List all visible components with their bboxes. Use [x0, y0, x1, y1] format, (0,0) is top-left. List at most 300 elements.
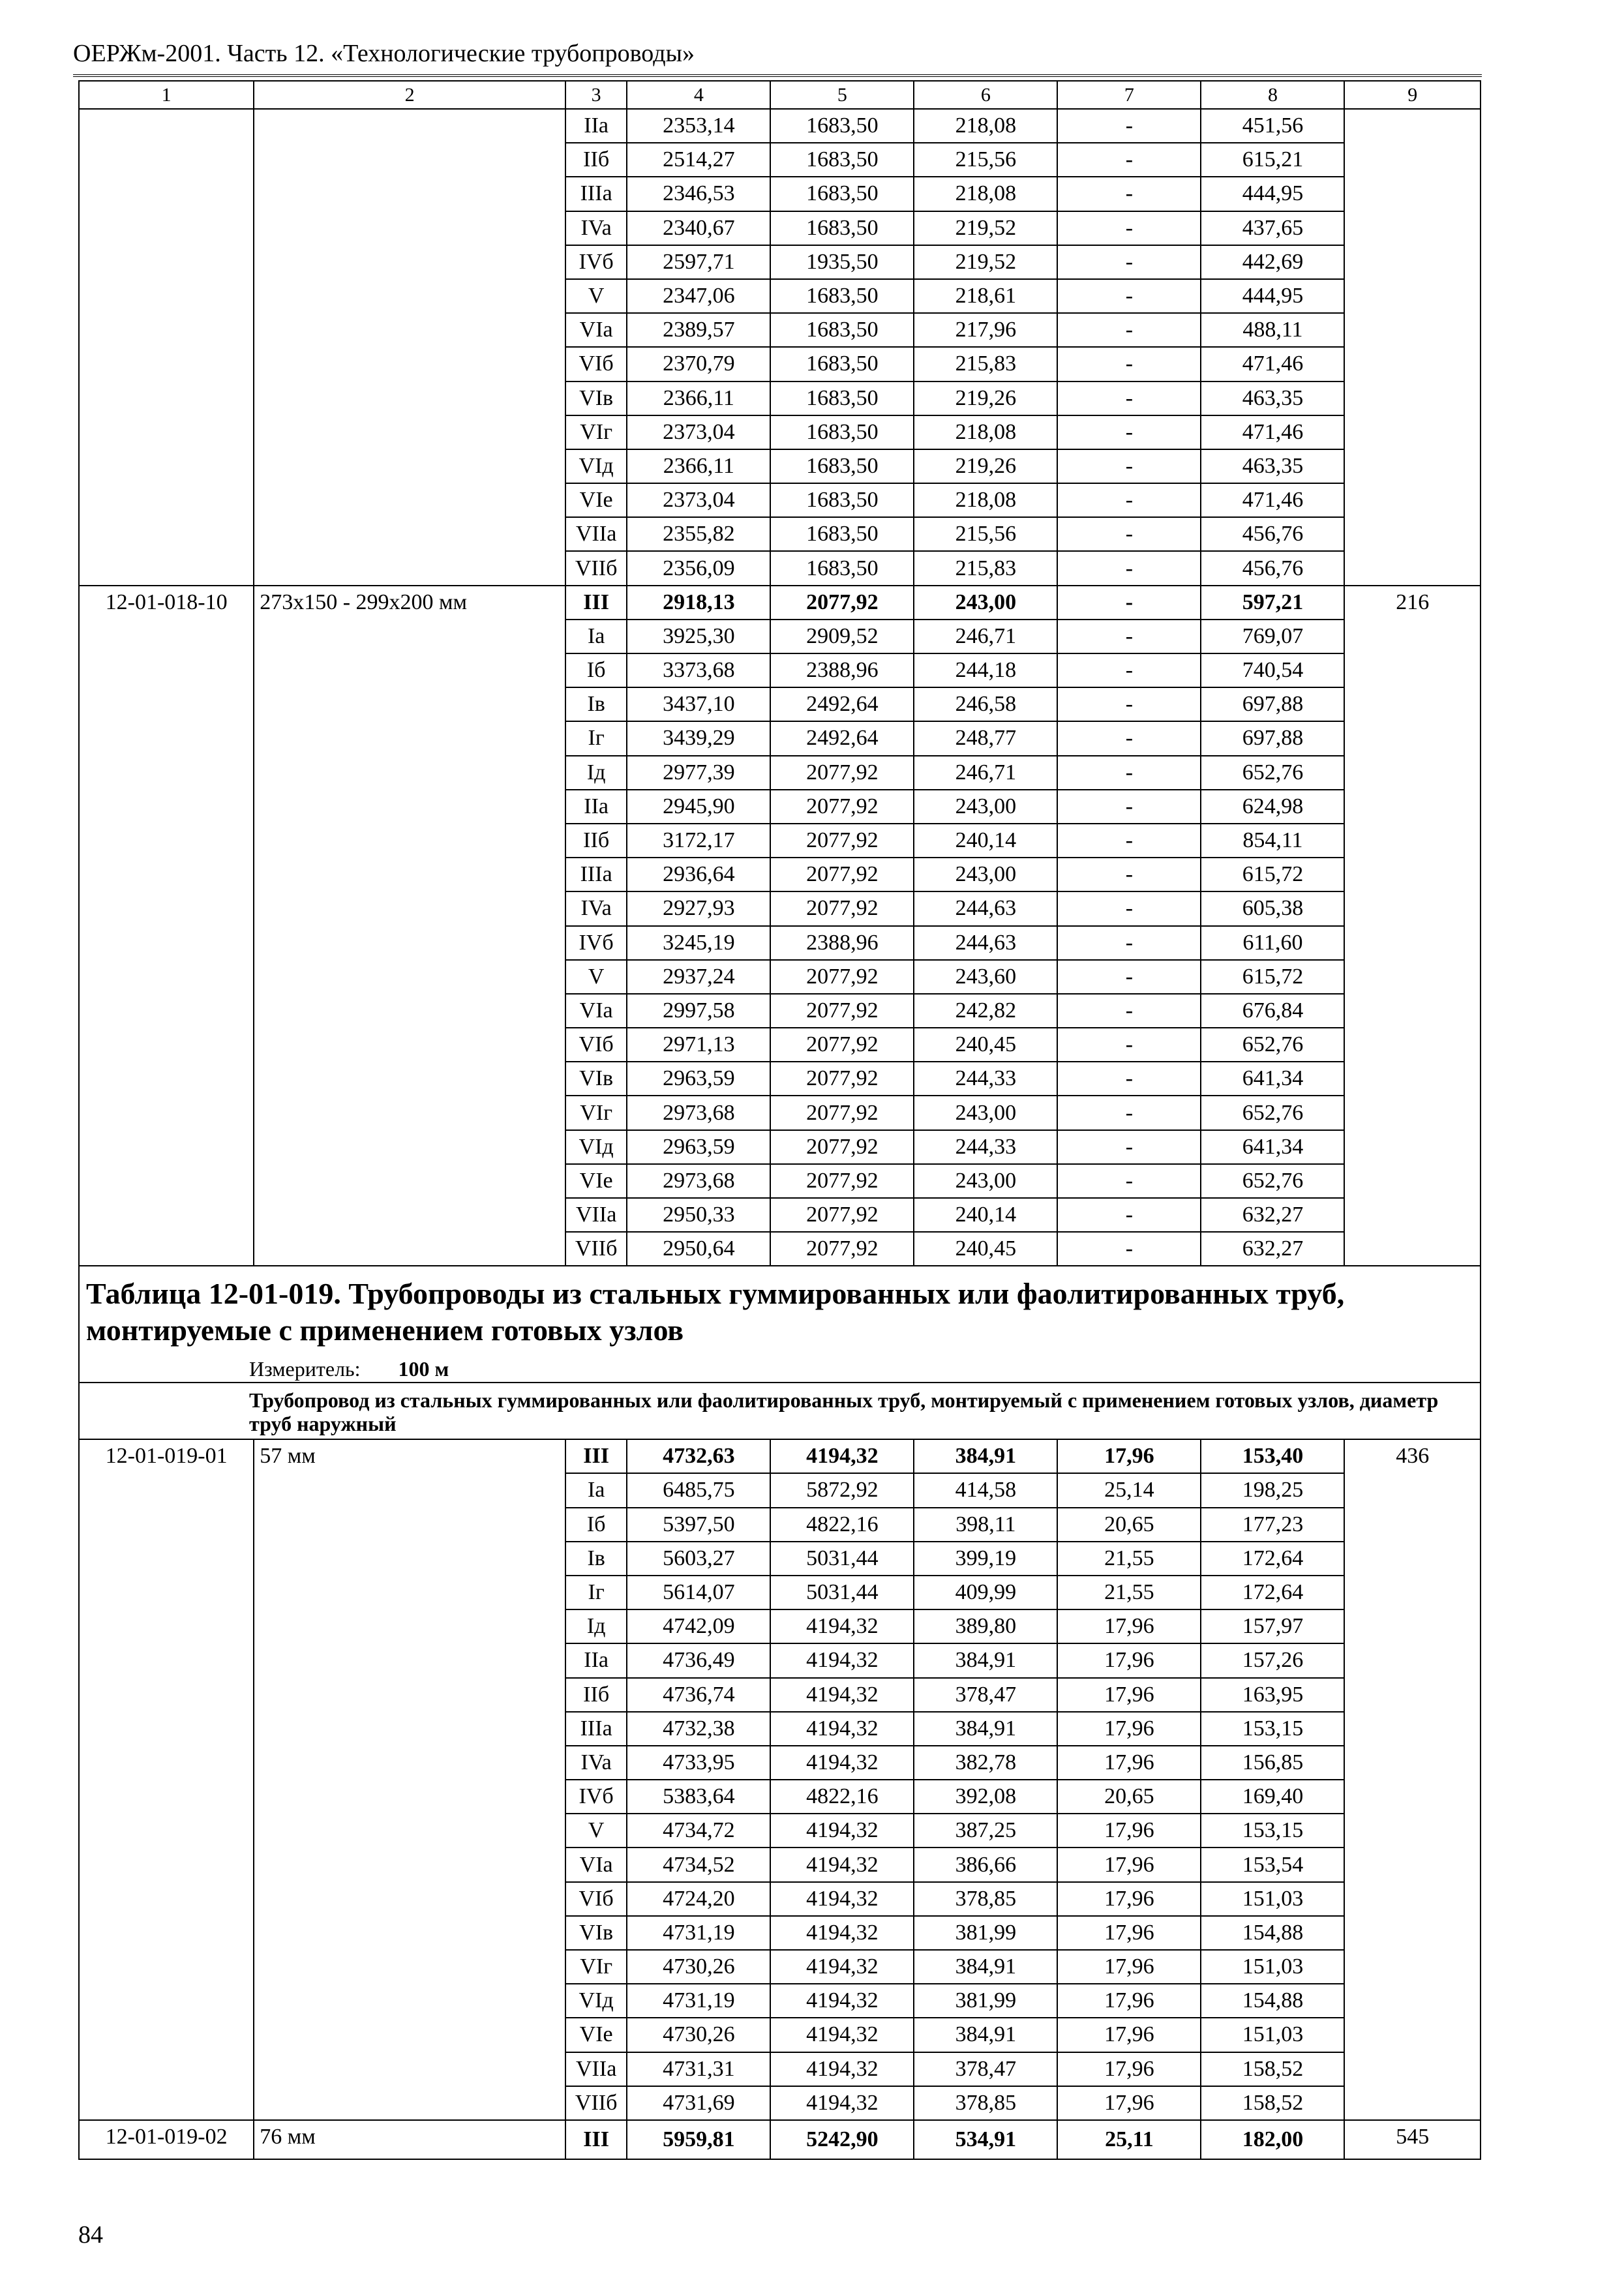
- level-cell: VIб: [565, 347, 627, 381]
- value-cell: 3439,29: [627, 721, 770, 755]
- value-cell: 2373,04: [627, 415, 770, 449]
- value-cell: 244,63: [914, 926, 1057, 960]
- value-cell: 2077,92: [770, 1062, 914, 1096]
- description-cell: 273х150 - 299х200 мм: [254, 586, 565, 1266]
- value-cell: -: [1057, 177, 1201, 211]
- value-cell: 21,55: [1057, 1542, 1201, 1576]
- value-cell: 615,72: [1201, 960, 1344, 994]
- value-cell: 4194,32: [770, 1848, 914, 1881]
- value-cell: -: [1057, 1232, 1201, 1266]
- value-cell: 378,85: [914, 1882, 1057, 1916]
- level-cell: VIa: [565, 1848, 627, 1881]
- value-cell: 153,15: [1201, 1712, 1344, 1746]
- value-cell: 389,80: [914, 1609, 1057, 1643]
- level-cell: IVб: [565, 926, 627, 960]
- value-cell: 1683,50: [770, 177, 914, 211]
- level-cell: Iб: [565, 653, 627, 687]
- value-cell: 488,11: [1201, 313, 1344, 347]
- value-cell: 4194,32: [770, 1916, 914, 1950]
- value-cell: 215,56: [914, 517, 1057, 551]
- value-cell: 1683,50: [770, 109, 914, 143]
- value-cell: -: [1057, 313, 1201, 347]
- value-cell: 218,08: [914, 177, 1057, 211]
- column-header: 9: [1344, 81, 1481, 109]
- value-cell: 2077,92: [770, 1198, 914, 1232]
- value-cell: 3925,30: [627, 620, 770, 653]
- level-cell: V: [565, 1814, 627, 1848]
- value-cell: 615,21: [1201, 143, 1344, 177]
- table-row: [79, 1439, 1481, 1473]
- level-cell: VIв: [565, 1916, 627, 1950]
- value-cell: 387,25: [914, 1814, 1057, 1848]
- level-cell: IVб: [565, 245, 627, 279]
- value-cell: 386,66: [914, 1848, 1057, 1881]
- value-cell: 409,99: [914, 1576, 1057, 1609]
- value-cell: 2077,92: [770, 824, 914, 858]
- value-cell: 243,00: [914, 790, 1057, 824]
- value-cell: 17,96: [1057, 1643, 1201, 1677]
- level-cell: VIд: [565, 1984, 627, 2018]
- level-cell: VIIa: [565, 1198, 627, 1232]
- value-cell: 1683,50: [770, 551, 914, 585]
- level-cell: IIб: [565, 143, 627, 177]
- value-cell: 219,26: [914, 382, 1057, 415]
- value-cell: -: [1057, 382, 1201, 415]
- value-cell: 2389,57: [627, 313, 770, 347]
- value-cell: -: [1057, 994, 1201, 1028]
- value-cell: 1683,50: [770, 483, 914, 517]
- value-cell: 4734,72: [627, 1814, 770, 1848]
- value-cell: 177,23: [1201, 1508, 1344, 1542]
- value-cell: 2077,92: [770, 1028, 914, 1062]
- level-cell: IIIa: [565, 1712, 627, 1746]
- value-cell: 463,35: [1201, 449, 1344, 483]
- value-cell: 615,72: [1201, 858, 1344, 891]
- level-cell: IVa: [565, 891, 627, 925]
- value-cell: 6485,75: [627, 1473, 770, 1507]
- value-cell: 4194,32: [770, 2052, 914, 2086]
- value-cell: 17,96: [1057, 1848, 1201, 1881]
- level-cell: Iг: [565, 721, 627, 755]
- value-cell: -: [1057, 1198, 1201, 1232]
- value-cell: 2927,93: [627, 891, 770, 925]
- value-cell: -: [1057, 347, 1201, 381]
- value-cell: 652,76: [1201, 1028, 1344, 1062]
- value-cell: 20,65: [1057, 1508, 1201, 1542]
- value-cell: 697,88: [1201, 687, 1344, 721]
- value-cell: 17,96: [1057, 1814, 1201, 1848]
- level-cell: VIe: [565, 1164, 627, 1198]
- value-cell: 2077,92: [770, 1164, 914, 1198]
- value-cell: 652,76: [1201, 1096, 1344, 1130]
- level-cell: VIд: [565, 1130, 627, 1164]
- value-cell: 2909,52: [770, 620, 914, 653]
- value-cell: 2597,71: [627, 245, 770, 279]
- value-cell: 4736,74: [627, 1678, 770, 1712]
- value-cell: 240,45: [914, 1028, 1057, 1062]
- value-cell: 381,99: [914, 1916, 1057, 1950]
- value-cell: 17,96: [1057, 1439, 1201, 1473]
- value-cell: 158,52: [1201, 2052, 1344, 2086]
- value-cell: 243,60: [914, 960, 1057, 994]
- value-cell: 218,61: [914, 279, 1057, 313]
- value-cell: 1683,50: [770, 143, 914, 177]
- value-cell: 17,96: [1057, 1882, 1201, 1916]
- value-cell: -: [1057, 653, 1201, 687]
- value-cell: 182,00: [1201, 2120, 1344, 2159]
- value-cell: -: [1057, 1096, 1201, 1130]
- value-cell: 632,27: [1201, 1198, 1344, 1232]
- rates-table: [78, 80, 1481, 2160]
- value-cell: 641,34: [1201, 1062, 1344, 1096]
- level-cell: VIг: [565, 1950, 627, 1984]
- value-cell: 1683,50: [770, 449, 914, 483]
- value-cell: 17,96: [1057, 1609, 1201, 1643]
- value-cell: 2514,27: [627, 143, 770, 177]
- value-cell: 246,58: [914, 687, 1057, 721]
- value-cell: 215,83: [914, 551, 1057, 585]
- value-cell: -: [1057, 721, 1201, 755]
- table-title-row: [79, 1266, 1481, 1355]
- level-cell: III: [565, 2120, 627, 2159]
- value-cell: -: [1057, 551, 1201, 585]
- value-cell: -: [1057, 143, 1201, 177]
- level-cell: III: [565, 1439, 627, 1473]
- value-cell: 17,96: [1057, 1984, 1201, 2018]
- value-cell: 2077,92: [770, 756, 914, 790]
- value-cell: 244,18: [914, 653, 1057, 687]
- value-cell: 384,91: [914, 1439, 1057, 1473]
- value-cell: 444,95: [1201, 177, 1344, 211]
- value-cell: 156,85: [1201, 1746, 1344, 1780]
- value-cell: 240,14: [914, 1198, 1057, 1232]
- value-cell: 151,03: [1201, 2018, 1344, 2052]
- table-subtitle: Трубопровод из стальных гуммированных или фаолитированных труб, монтируемый с применением готовых узлов, диаметр труб наружный: [79, 1383, 1481, 1440]
- value-cell: 248,77: [914, 721, 1057, 755]
- value-cell: 4736,49: [627, 1643, 770, 1677]
- value-cell: 215,56: [914, 143, 1057, 177]
- level-cell: IIб: [565, 824, 627, 858]
- value-cell: 1683,50: [770, 517, 914, 551]
- value-cell: 2355,82: [627, 517, 770, 551]
- value-cell: -: [1057, 620, 1201, 653]
- value-cell: 4194,32: [770, 1712, 914, 1746]
- value-cell: 5959,81: [627, 2120, 770, 2159]
- level-cell: VIIa: [565, 2052, 627, 2086]
- value-cell: 17,96: [1057, 2086, 1201, 2120]
- value-cell: 218,08: [914, 415, 1057, 449]
- value-cell: 17,96: [1057, 2052, 1201, 2086]
- value-cell: 382,78: [914, 1746, 1057, 1780]
- level-cell: VIв: [565, 382, 627, 415]
- value-cell: 2077,92: [770, 790, 914, 824]
- value-cell: 20,65: [1057, 1780, 1201, 1814]
- value-cell: 5603,27: [627, 1542, 770, 1576]
- value-cell: 243,00: [914, 858, 1057, 891]
- value-cell: 384,91: [914, 1950, 1057, 1984]
- value-cell: -: [1057, 109, 1201, 143]
- count-cell: 216: [1344, 586, 1481, 1266]
- level-cell: VIб: [565, 1882, 627, 1916]
- value-cell: 611,60: [1201, 926, 1344, 960]
- value-cell: 219,52: [914, 245, 1057, 279]
- table-row: [79, 2120, 1481, 2159]
- value-cell: 215,83: [914, 347, 1057, 381]
- value-cell: 451,56: [1201, 109, 1344, 143]
- value-cell: -: [1057, 1062, 1201, 1096]
- level-cell: VIд: [565, 449, 627, 483]
- level-cell: IIб: [565, 1678, 627, 1712]
- value-cell: 2373,04: [627, 483, 770, 517]
- value-cell: 2950,64: [627, 1232, 770, 1266]
- value-cell: 4194,32: [770, 1814, 914, 1848]
- column-header: 2: [254, 81, 565, 109]
- value-cell: -: [1057, 858, 1201, 891]
- value-cell: 4730,26: [627, 2018, 770, 2052]
- value-cell: 2997,58: [627, 994, 770, 1028]
- level-cell: Iб: [565, 1508, 627, 1542]
- value-cell: 4194,32: [770, 1643, 914, 1677]
- level-cell: VIIб: [565, 1232, 627, 1266]
- value-cell: 442,69: [1201, 245, 1344, 279]
- value-cell: 2077,92: [770, 891, 914, 925]
- value-cell: 17,96: [1057, 2018, 1201, 2052]
- value-cell: 2973,68: [627, 1164, 770, 1198]
- value-cell: 384,91: [914, 1643, 1057, 1677]
- value-cell: 219,26: [914, 449, 1057, 483]
- level-cell: Ia: [565, 1473, 627, 1507]
- value-cell: 2077,92: [770, 994, 914, 1028]
- value-cell: 4194,32: [770, 1984, 914, 2018]
- value-cell: 4742,09: [627, 1609, 770, 1643]
- value-cell: 5872,92: [770, 1473, 914, 1507]
- value-cell: 378,47: [914, 2052, 1057, 2086]
- level-cell: IIIa: [565, 177, 627, 211]
- value-cell: 2340,67: [627, 211, 770, 245]
- value-cell: -: [1057, 415, 1201, 449]
- value-cell: 3245,19: [627, 926, 770, 960]
- level-cell: VIa: [565, 313, 627, 347]
- value-cell: 1683,50: [770, 279, 914, 313]
- column-header: 5: [770, 81, 914, 109]
- value-cell: 151,03: [1201, 1950, 1344, 1984]
- column-header: 4: [627, 81, 770, 109]
- value-cell: -: [1057, 756, 1201, 790]
- column-header-row: [79, 81, 1481, 109]
- count-cell: [1344, 109, 1481, 586]
- page-number: 84: [78, 2221, 103, 2249]
- value-cell: 2388,96: [770, 653, 914, 687]
- value-cell: 154,88: [1201, 1984, 1344, 2018]
- value-cell: 169,40: [1201, 1780, 1344, 1814]
- value-cell: 2492,64: [770, 721, 914, 755]
- value-cell: -: [1057, 790, 1201, 824]
- value-cell: 163,95: [1201, 1678, 1344, 1712]
- value-cell: 392,08: [914, 1780, 1057, 1814]
- value-cell: 2077,92: [770, 1130, 914, 1164]
- description-cell: 76 мм: [254, 2120, 565, 2159]
- value-cell: 2077,92: [770, 1096, 914, 1130]
- value-cell: 769,07: [1201, 620, 1344, 653]
- value-cell: 398,11: [914, 1508, 1057, 1542]
- value-cell: 240,45: [914, 1232, 1057, 1266]
- value-cell: 2963,59: [627, 1062, 770, 1096]
- column-header: 8: [1201, 81, 1344, 109]
- level-cell: VIг: [565, 1096, 627, 1130]
- value-cell: 2077,92: [770, 586, 914, 620]
- value-cell: 2366,11: [627, 382, 770, 415]
- level-cell: IIa: [565, 1643, 627, 1677]
- value-cell: -: [1057, 824, 1201, 858]
- value-cell: 4732,38: [627, 1712, 770, 1746]
- value-cell: 153,54: [1201, 1848, 1344, 1881]
- value-cell: 244,33: [914, 1062, 1057, 1096]
- value-cell: 2346,53: [627, 177, 770, 211]
- value-cell: 153,40: [1201, 1439, 1344, 1473]
- value-cell: 2945,90: [627, 790, 770, 824]
- level-cell: IIIa: [565, 858, 627, 891]
- value-cell: 198,25: [1201, 1473, 1344, 1507]
- value-cell: 4732,63: [627, 1439, 770, 1473]
- rate-code-cell: 12-01-018-10: [79, 586, 254, 1266]
- value-cell: 217,96: [914, 313, 1057, 347]
- value-cell: -: [1057, 211, 1201, 245]
- meter-label: Измеритель:: [249, 1356, 361, 1381]
- value-cell: 624,98: [1201, 790, 1344, 824]
- level-cell: Iв: [565, 687, 627, 721]
- value-cell: 4194,32: [770, 1439, 914, 1473]
- value-cell: 378,47: [914, 1678, 1057, 1712]
- value-cell: 17,96: [1057, 1712, 1201, 1746]
- value-cell: 1683,50: [770, 211, 914, 245]
- value-cell: 4731,69: [627, 2086, 770, 2120]
- value-cell: -: [1057, 279, 1201, 313]
- value-cell: 414,58: [914, 1473, 1057, 1507]
- value-cell: 151,03: [1201, 1882, 1344, 1916]
- subtitle-row: [79, 1383, 1481, 1440]
- level-cell: IVa: [565, 1746, 627, 1780]
- level-cell: Iд: [565, 1609, 627, 1643]
- rate-code-cell: [79, 109, 254, 586]
- value-cell: 243,00: [914, 586, 1057, 620]
- value-cell: 384,91: [914, 2018, 1057, 2052]
- value-cell: 2977,39: [627, 756, 770, 790]
- value-cell: 2353,14: [627, 109, 770, 143]
- value-cell: 1683,50: [770, 313, 914, 347]
- value-cell: 240,14: [914, 824, 1057, 858]
- count-cell: 436: [1344, 1439, 1481, 2120]
- value-cell: 463,35: [1201, 382, 1344, 415]
- value-cell: 5614,07: [627, 1576, 770, 1609]
- value-cell: -: [1057, 517, 1201, 551]
- value-cell: 4731,19: [627, 1916, 770, 1950]
- value-cell: 4194,32: [770, 1882, 914, 1916]
- rate-code-cell: 12-01-019-02: [79, 2120, 254, 2159]
- value-cell: 381,99: [914, 1984, 1057, 2018]
- value-cell: 632,27: [1201, 1232, 1344, 1266]
- rate-code-cell: 12-01-019-01: [79, 1439, 254, 2120]
- level-cell: Iг: [565, 1576, 627, 1609]
- value-cell: 25,14: [1057, 1473, 1201, 1507]
- value-cell: 444,95: [1201, 279, 1344, 313]
- value-cell: 652,76: [1201, 756, 1344, 790]
- value-cell: 4731,31: [627, 2052, 770, 2086]
- value-cell: 456,76: [1201, 517, 1344, 551]
- value-cell: 246,71: [914, 620, 1057, 653]
- value-cell: 4724,20: [627, 1882, 770, 1916]
- value-cell: 2918,13: [627, 586, 770, 620]
- value-cell: 2077,92: [770, 960, 914, 994]
- value-cell: -: [1057, 586, 1201, 620]
- column-header: 3: [565, 81, 627, 109]
- value-cell: 2963,59: [627, 1130, 770, 1164]
- table-title: Таблица 12-01-019. Трубопроводы из стальных гуммированных или фаолитированных труб, монтируемые с применением готовых узлов: [79, 1266, 1481, 1355]
- value-cell: 3373,68: [627, 653, 770, 687]
- value-cell: -: [1057, 483, 1201, 517]
- value-cell: 219,52: [914, 211, 1057, 245]
- value-cell: 5031,44: [770, 1576, 914, 1609]
- value-cell: 5242,90: [770, 2120, 914, 2159]
- value-cell: 21,55: [1057, 1576, 1201, 1609]
- column-header: 7: [1057, 81, 1201, 109]
- value-cell: 2077,92: [770, 858, 914, 891]
- value-cell: 1683,50: [770, 347, 914, 381]
- column-header: 1: [79, 81, 254, 109]
- level-cell: VIIб: [565, 551, 627, 585]
- meter-cell: [79, 1356, 1481, 1383]
- level-cell: Ia: [565, 620, 627, 653]
- value-cell: 384,91: [914, 1712, 1057, 1746]
- column-header: 6: [914, 81, 1057, 109]
- level-cell: VIг: [565, 415, 627, 449]
- value-cell: 2388,96: [770, 926, 914, 960]
- value-cell: 5031,44: [770, 1542, 914, 1576]
- level-cell: VIв: [565, 1062, 627, 1096]
- value-cell: 242,82: [914, 994, 1057, 1028]
- value-cell: 597,21: [1201, 586, 1344, 620]
- value-cell: 534,91: [914, 2120, 1057, 2159]
- value-cell: 17,96: [1057, 1916, 1201, 1950]
- table-row: [79, 586, 1481, 620]
- value-cell: 4194,32: [770, 1746, 914, 1780]
- value-cell: 399,19: [914, 1542, 1057, 1576]
- value-cell: 676,84: [1201, 994, 1344, 1028]
- level-cell: IIa: [565, 109, 627, 143]
- meter-row: [79, 1356, 1481, 1383]
- value-cell: 652,76: [1201, 1164, 1344, 1198]
- value-cell: 854,11: [1201, 824, 1344, 858]
- value-cell: 218,08: [914, 109, 1057, 143]
- value-cell: 471,46: [1201, 347, 1344, 381]
- value-cell: 4194,32: [770, 1609, 914, 1643]
- value-cell: 4730,26: [627, 1950, 770, 1984]
- value-cell: 1683,50: [770, 415, 914, 449]
- level-cell: V: [565, 279, 627, 313]
- value-cell: -: [1057, 960, 1201, 994]
- value-cell: 4194,32: [770, 1950, 914, 1984]
- value-cell: 2973,68: [627, 1096, 770, 1130]
- value-cell: 4194,32: [770, 2018, 914, 2052]
- level-cell: VIIa: [565, 517, 627, 551]
- value-cell: 471,46: [1201, 483, 1344, 517]
- value-cell: 2492,64: [770, 687, 914, 721]
- table-row: [79, 109, 1481, 143]
- value-cell: 740,54: [1201, 653, 1344, 687]
- value-cell: 1935,50: [770, 245, 914, 279]
- value-cell: 153,15: [1201, 1814, 1344, 1848]
- value-cell: -: [1057, 1130, 1201, 1164]
- count-cell: 545: [1344, 2120, 1481, 2159]
